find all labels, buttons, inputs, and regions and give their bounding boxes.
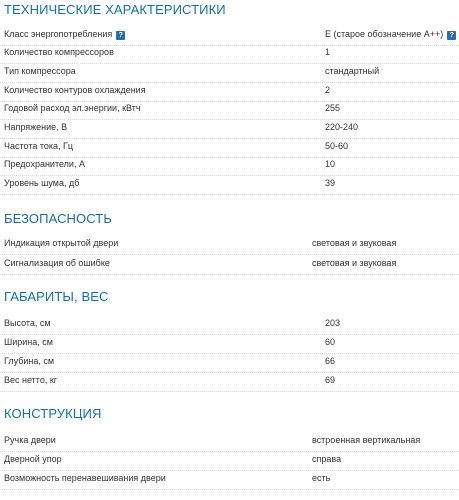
spec-label: Вес нетто, кг [4, 375, 58, 385]
spec-label: Ручка двери [4, 435, 56, 445]
spec-value: 2 [325, 85, 331, 95]
spec-value: 39 [325, 178, 336, 188]
spec-value: 220-240 [325, 122, 359, 132]
spec-value: стандартный [325, 66, 380, 76]
spec-label: Высота, см [4, 318, 51, 328]
spec-row [0, 256, 459, 275]
spec-value: световая и звуковая [312, 258, 397, 268]
spec-value: есть [312, 473, 331, 483]
section-title: КОНСТРУКЦИЯ [4, 406, 102, 421]
spec-value: 10 [325, 159, 336, 169]
spec-row-energy-class [0, 27, 459, 46]
spec-value: встроенная вертикальная [312, 435, 421, 445]
section-title: ГАБАРИТЫ, ВЕС [4, 289, 109, 304]
spec-label: Частота тока, Гц [4, 141, 74, 151]
spec-row [0, 64, 459, 83]
spec-row [0, 101, 459, 120]
spec-label: Индикация открытой двери [4, 238, 119, 248]
spec-label: Сигнализация об ошибке [4, 258, 110, 268]
section-title: ТЕХНИЧЕСКИЕ ХАРАКТЕРИСТИКИ [4, 2, 226, 17]
spec-value: справа [312, 454, 342, 464]
spec-label: Количество контуров охлаждения [4, 85, 146, 95]
spec-row [0, 433, 459, 452]
spec-value: 66 [325, 356, 336, 366]
spec-row [0, 471, 459, 490]
question-icon[interactable]: ? [447, 31, 456, 40]
spec-row [0, 157, 459, 176]
section-title: БЕЗОПАСНОСТЬ [4, 211, 112, 226]
spec-row [0, 120, 459, 139]
spec-row [0, 373, 459, 392]
spec-row [0, 316, 459, 335]
spec-value: 69 [325, 375, 336, 385]
spec-row [0, 236, 459, 255]
spec-row [0, 139, 459, 158]
spec-row [0, 452, 459, 471]
spec-label: Предохранители, А [4, 159, 85, 169]
spec-value: 1 [325, 47, 331, 57]
spec-row [0, 83, 459, 102]
spec-label: Ширина, см [4, 337, 53, 347]
spec-value: 203 [325, 318, 341, 328]
spec-row [0, 176, 459, 195]
spec-label: Уровень шума, дб [4, 178, 80, 188]
spec-label: Класс энергопотребления ? [4, 28, 125, 40]
spec-row [0, 335, 459, 354]
spec-label: Годовой расход эл.энергии, кВтч [4, 103, 141, 113]
spec-value: E (старое обозначение A++) ? [325, 28, 456, 40]
spec-row [0, 354, 459, 373]
question-icon[interactable]: ? [116, 31, 125, 40]
spec-label: Тип компрессора [4, 66, 76, 76]
spec-label: Количество компрессоров [4, 47, 114, 57]
spec-value: световая и звуковая [312, 238, 397, 248]
spec-value: 50-60 [325, 141, 349, 151]
spec-label: Глубина, см [4, 356, 55, 366]
spec-label: Возможность перенавешивания двери [4, 473, 166, 483]
spec-row [0, 45, 459, 64]
spec-label: Напряжение, В [4, 122, 68, 132]
spec-value: 60 [325, 337, 336, 347]
spec-value: 255 [325, 103, 341, 113]
spec-label: Дверной упор [4, 454, 62, 464]
